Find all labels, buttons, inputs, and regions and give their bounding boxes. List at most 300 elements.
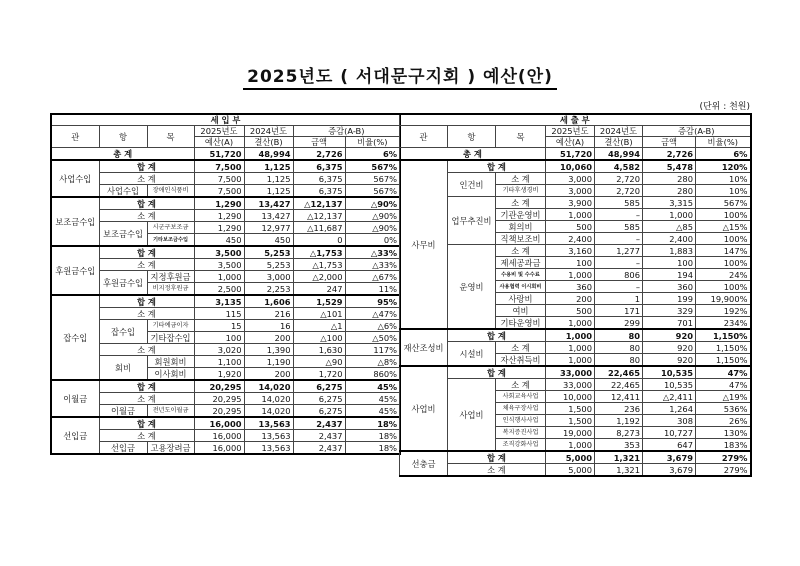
- table-cell: 80: [595, 342, 643, 354]
- table-cell: 247: [293, 283, 345, 296]
- table-cell: 194: [643, 269, 696, 281]
- table-cell: 합 계: [99, 246, 194, 259]
- table-cell: 2,400: [643, 233, 696, 245]
- table-cell: 1,000: [643, 209, 696, 221]
- table-cell: 360: [643, 281, 696, 293]
- table-cell: 10,535: [643, 379, 696, 391]
- table-cell: 사업수입: [51, 160, 99, 197]
- table-cell: 선입금: [51, 417, 99, 454]
- table-cell: △1: [293, 320, 345, 332]
- table-cell: 항: [99, 126, 147, 148]
- table-cell: 장애인식품비: [147, 185, 194, 198]
- table-cell: 117%: [345, 344, 400, 356]
- table-cell: 14,020: [244, 405, 293, 418]
- table-cell: △67%: [345, 271, 400, 283]
- table-cell: 13,563: [244, 442, 293, 455]
- table-cell: 536%: [696, 403, 751, 415]
- table-cell: 1,720: [293, 368, 345, 381]
- table-cell: 22,465: [595, 379, 643, 391]
- table-cell: 279%: [696, 464, 751, 477]
- table-cell: 2,720: [595, 185, 643, 197]
- table-cell: 여비: [496, 305, 546, 317]
- table-cell: 소 계: [99, 344, 194, 356]
- table-cell: 회원회비: [147, 356, 194, 368]
- table-cell: 소 계: [99, 259, 194, 271]
- table-cell: 2,437: [293, 430, 345, 442]
- table-cell: 항: [448, 126, 496, 148]
- table-cell: 45%: [345, 405, 400, 418]
- table-cell: 26%: [696, 415, 751, 427]
- table-cell: 920: [643, 329, 696, 342]
- table-cell: 운영비: [448, 245, 496, 330]
- table-cell: 6,375: [293, 185, 345, 198]
- table-cell: 4,582: [595, 160, 643, 173]
- table-cell: 0%: [345, 234, 400, 247]
- table-cell: 5,253: [244, 246, 293, 259]
- table-cell: 199: [643, 293, 696, 305]
- table-cell: 3,679: [643, 451, 696, 464]
- table-cell: 701: [643, 317, 696, 330]
- table-cell: 사용협력 이시회비: [496, 281, 546, 293]
- table-cell: 13,427: [244, 210, 293, 222]
- table-cell: 920: [643, 342, 696, 354]
- table-cell: 1,500: [546, 403, 595, 415]
- table-cell: 소 계: [496, 342, 546, 354]
- table-cell: 기타잡수입: [147, 332, 194, 344]
- table-cell: △90: [293, 356, 345, 368]
- table-cell: 100%: [696, 233, 751, 245]
- table-cell: 860%: [345, 368, 400, 381]
- table-cell: 3,000: [546, 185, 595, 197]
- table-cell: 11%: [345, 283, 400, 296]
- table-cell: 0: [293, 234, 345, 247]
- table-cell: –: [595, 233, 643, 245]
- table-cell: 소 계: [99, 393, 194, 405]
- table-cell: 20,295: [194, 380, 244, 393]
- table-cell: 1,150%: [696, 354, 751, 367]
- table-cell: 소 계: [99, 430, 194, 442]
- table-cell: 사업비: [400, 366, 448, 451]
- table-cell: △2,000: [293, 271, 345, 283]
- table-cell: 6,275: [293, 405, 345, 418]
- table-cell: 1,277: [595, 245, 643, 257]
- table-cell: △8%: [345, 356, 400, 368]
- table-cell: 10%: [696, 185, 751, 197]
- table-cell: 80: [595, 329, 643, 342]
- table-cell: △2,411: [643, 391, 696, 403]
- table-cell: 기타운영비: [496, 317, 546, 330]
- table-cell: 10,000: [546, 391, 595, 403]
- table-cell: 고용장려금: [147, 442, 194, 455]
- table-cell: 후원금수입: [51, 246, 99, 295]
- table-cell: 5,000: [546, 451, 595, 464]
- table-cell: 1,321: [595, 464, 643, 477]
- table-cell: 2,437: [293, 417, 345, 430]
- income-table: [50, 113, 401, 455]
- table-cell: 33,000: [546, 366, 595, 379]
- table-cell: 자산취득비: [496, 354, 546, 367]
- table-cell: 500: [546, 305, 595, 317]
- unit-label: (단위 : 천원): [699, 102, 750, 112]
- table-cell: 시설비: [448, 342, 496, 367]
- table-cell: 1,290: [194, 210, 244, 222]
- table-cell: 소 계: [496, 245, 546, 257]
- table-cell: 1,000: [546, 439, 595, 452]
- table-cell: 사랑비: [496, 293, 546, 305]
- table-cell: 1,150%: [696, 342, 751, 354]
- table-cell: 6,275: [293, 393, 345, 405]
- table-cell: 합 계: [99, 295, 194, 308]
- table-cell: △85: [643, 221, 696, 233]
- table-cell: 금액: [293, 137, 345, 148]
- table-cell: 10,060: [546, 160, 595, 173]
- table-cell: 잡수입: [99, 320, 147, 344]
- table-cell: 이사회비: [147, 368, 194, 381]
- table-cell: 직책보조비: [496, 233, 546, 245]
- table-cell: △6%: [345, 320, 400, 332]
- table-cell: 12,411: [595, 391, 643, 403]
- table-cell: 1,000: [546, 209, 595, 221]
- table-cell: 합 계: [448, 329, 546, 342]
- table-cell: 선입금: [99, 442, 147, 455]
- table-cell: 관: [51, 126, 99, 148]
- table-cell: 567%: [345, 173, 400, 185]
- table-cell: 51,720: [194, 148, 244, 161]
- table-cell: △100: [293, 332, 345, 344]
- table-cell: 기타보조금수입: [147, 234, 194, 247]
- table-cell: 1,290: [194, 222, 244, 234]
- table-cell: 7,500: [194, 173, 244, 185]
- table-cell: △101: [293, 308, 345, 320]
- table-cell: 결산(B): [244, 137, 293, 148]
- table-cell: 목: [496, 126, 546, 148]
- table-cell: 200: [244, 332, 293, 344]
- table-cell: △19%: [696, 391, 751, 403]
- table-cell: 관: [400, 126, 448, 148]
- table-cell: 100%: [696, 281, 751, 293]
- table-cell: 1,192: [595, 415, 643, 427]
- table-cell: △11,687: [293, 222, 345, 234]
- table-cell: 13,563: [244, 417, 293, 430]
- table-cell: 6%: [696, 148, 751, 161]
- table-cell: 1,321: [595, 451, 643, 464]
- table-cell: 합 계: [448, 366, 546, 379]
- table-cell: 조직강화사업: [496, 439, 546, 452]
- table-cell: 299: [595, 317, 643, 330]
- table-cell: 280: [643, 185, 696, 197]
- table-cell: –: [595, 209, 643, 221]
- table-cell: 금액: [643, 137, 696, 148]
- table-cell: 시군구보조금: [147, 222, 194, 234]
- table-cell: 2025년도: [546, 126, 595, 137]
- table-cell: 목: [147, 126, 194, 148]
- table-cell: 329: [643, 305, 696, 317]
- table-cell: 기관운영비: [496, 209, 546, 221]
- table-cell: 합 계: [448, 160, 546, 173]
- table-cell: 95%: [345, 295, 400, 308]
- table-cell: 예산(A): [194, 137, 244, 148]
- table-cell: 3,000: [244, 271, 293, 283]
- table-cell: 총 계: [400, 148, 546, 161]
- table-cell: 80: [595, 354, 643, 367]
- table-cell: 130%: [696, 427, 751, 439]
- table-cell: 12,977: [244, 222, 293, 234]
- table-cell: –: [595, 257, 643, 269]
- table-cell: 1,125: [244, 173, 293, 185]
- table-cell: 3,679: [643, 464, 696, 477]
- table-cell: 14,020: [244, 380, 293, 393]
- table-cell: 45%: [345, 393, 400, 405]
- table-cell: 234%: [696, 317, 751, 330]
- table-cell: 1,290: [194, 197, 244, 210]
- table-cell: 합 계: [448, 451, 546, 464]
- table-cell: 2,400: [546, 233, 595, 245]
- table-cell: 비율(%): [345, 137, 400, 148]
- table-cell: 45%: [345, 380, 400, 393]
- table-cell: 22,465: [595, 366, 643, 379]
- table-cell: 3,000: [546, 173, 595, 185]
- table-cell: 증감(A-B): [643, 126, 751, 137]
- table-cell: 합 계: [99, 197, 194, 210]
- table-cell: △90%: [345, 222, 400, 234]
- table-cell: △90%: [345, 197, 400, 210]
- table-cell: –: [595, 281, 643, 293]
- table-cell: 합 계: [99, 380, 194, 393]
- table-cell: 2,437: [293, 442, 345, 455]
- table-cell: 48,994: [595, 148, 643, 161]
- table-cell: 증감(A-B): [293, 126, 400, 137]
- table-cell: 280: [643, 173, 696, 185]
- table-cell: 보조금수입: [51, 197, 99, 246]
- table-cell: 16: [244, 320, 293, 332]
- expense-section-title: 세 출 부: [400, 114, 751, 126]
- table-cell: 1,529: [293, 295, 345, 308]
- table-cell: 1,264: [643, 403, 696, 415]
- table-cell: 6,375: [293, 160, 345, 173]
- table-cell: 567%: [696, 197, 751, 209]
- table-cell: 수용비 및 수수료: [496, 269, 546, 281]
- table-cell: 사업비: [448, 379, 496, 452]
- table-cell: 6,375: [293, 173, 345, 185]
- table-cell: 소 계: [496, 173, 546, 185]
- table-cell: △90%: [345, 210, 400, 222]
- table-cell: 사업수입: [99, 185, 147, 198]
- table-cell: 920: [643, 354, 696, 367]
- table-cell: 6,275: [293, 380, 345, 393]
- table-cell: △1,753: [293, 246, 345, 259]
- table-cell: 360: [546, 281, 595, 293]
- table-cell: 10,535: [643, 366, 696, 379]
- table-cell: 7,500: [194, 185, 244, 198]
- table-cell: 2025년도: [194, 126, 244, 137]
- table-cell: 19,000: [546, 427, 595, 439]
- table-cell: 2024년도: [244, 126, 293, 137]
- table-cell: 1: [595, 293, 643, 305]
- table-cell: 100: [546, 257, 595, 269]
- table-cell: 3,020: [194, 344, 244, 356]
- table-cell: 합 계: [99, 160, 194, 173]
- table-cell: 20,295: [194, 393, 244, 405]
- table-cell: 소 계: [99, 173, 194, 185]
- table-cell: △33%: [345, 259, 400, 271]
- table-cell: 18%: [345, 417, 400, 430]
- table-cell: 체육구장사업: [496, 403, 546, 415]
- table-cell: 회의비: [496, 221, 546, 233]
- table-cell: 소 계: [448, 464, 546, 477]
- table-cell: 100%: [696, 209, 751, 221]
- table-cell: △12,137: [293, 210, 345, 222]
- table-cell: 16,000: [194, 430, 244, 442]
- table-cell: 기타예금이자: [147, 320, 194, 332]
- table-cell: 10,727: [643, 427, 696, 439]
- table-cell: △47%: [345, 308, 400, 320]
- table-cell: 192%: [696, 305, 751, 317]
- table-cell: 회비: [99, 356, 147, 381]
- table-cell: 236: [595, 403, 643, 415]
- table-cell: 사무비: [400, 160, 448, 329]
- table-cell: 567%: [345, 160, 400, 173]
- table-cell: 20,295: [194, 405, 244, 418]
- table-cell: 47%: [696, 379, 751, 391]
- table-cell: 120%: [696, 160, 751, 173]
- table-cell: 1,000: [546, 342, 595, 354]
- table-cell: 3,500: [194, 246, 244, 259]
- table-cell: 585: [595, 221, 643, 233]
- income-section-title: 세 입 부: [51, 114, 400, 126]
- table-cell: 279%: [696, 451, 751, 464]
- table-cell: 복지증진사업: [496, 427, 546, 439]
- table-cell: 비지정후원금: [147, 283, 194, 296]
- table-cell: 선충금: [400, 451, 448, 476]
- table-cell: 115: [194, 308, 244, 320]
- table-cell: △1,753: [293, 259, 345, 271]
- table-cell: 24%: [696, 269, 751, 281]
- table-cell: 567%: [345, 185, 400, 198]
- table-cell: 잡수입: [51, 295, 99, 380]
- table-cell: 806: [595, 269, 643, 281]
- table-cell: 1,000: [546, 269, 595, 281]
- table-cell: 200: [546, 293, 595, 305]
- table-cell: △12,137: [293, 197, 345, 210]
- table-cell: 전년도이월금: [147, 405, 194, 418]
- table-cell: 585: [595, 197, 643, 209]
- table-cell: 200: [244, 368, 293, 381]
- table-cell: 2,726: [293, 148, 345, 161]
- table-cell: 171: [595, 305, 643, 317]
- table-cell: 2,720: [595, 173, 643, 185]
- table-cell: △50%: [345, 332, 400, 344]
- total-label: 총 계: [51, 148, 194, 161]
- table-cell: 51,720: [546, 148, 595, 161]
- table-cell: 이월금: [51, 380, 99, 417]
- table-cell: 기타후생경비: [496, 185, 546, 197]
- table-cell: 3,315: [643, 197, 696, 209]
- table-cell: 3,135: [194, 295, 244, 308]
- table-cell: 1,500: [546, 415, 595, 427]
- table-cell: 1,125: [244, 185, 293, 198]
- table-cell: 1,000: [194, 271, 244, 283]
- table-cell: 147%: [696, 245, 751, 257]
- table-cell: 5,478: [643, 160, 696, 173]
- table-cell: 1,125: [244, 160, 293, 173]
- table-cell: 308: [643, 415, 696, 427]
- table-cell: 8,273: [595, 427, 643, 439]
- table-cell: 500: [546, 221, 595, 233]
- table-cell: 보조금수입: [99, 222, 147, 247]
- table-cell: △15%: [696, 221, 751, 233]
- table-cell: 19,900%: [696, 293, 751, 305]
- table-cell: 48,994: [244, 148, 293, 161]
- page-title: 2025년도 ( 서대문구지회 ) 예산(안): [0, 62, 800, 87]
- table-cell: 3,900: [546, 197, 595, 209]
- table-cell: 소 계: [99, 308, 194, 320]
- table-cell: 1,606: [244, 295, 293, 308]
- table-cell: 인건비: [448, 173, 496, 197]
- table-cell: 예산(A): [546, 137, 595, 148]
- table-cell: 10%: [696, 173, 751, 185]
- table-cell: 18%: [345, 430, 400, 442]
- table-cell: 100%: [696, 257, 751, 269]
- table-cell: 2,253: [244, 283, 293, 296]
- table-cell: 13,427: [244, 197, 293, 210]
- table-cell: 1,000: [546, 317, 595, 330]
- table-cell: 2024년도: [595, 126, 643, 137]
- table-cell: 제세공과금: [496, 257, 546, 269]
- table-cell: 지정후원금: [147, 271, 194, 283]
- table-cell: 3,160: [546, 245, 595, 257]
- table-cell: 18%: [345, 442, 400, 455]
- table-cell: 1,190: [244, 356, 293, 368]
- table-cell: 재산조성비: [400, 329, 448, 366]
- table-cell: 소 계: [99, 210, 194, 222]
- table-cell: 이월금: [99, 405, 147, 418]
- table-cell: 5,253: [244, 259, 293, 271]
- table-cell: 사회교육사업: [496, 391, 546, 403]
- table-cell: 2,500: [194, 283, 244, 296]
- table-cell: 33,000: [546, 379, 595, 391]
- table-cell: 1,630: [293, 344, 345, 356]
- table-cell: 5,000: [546, 464, 595, 477]
- table-cell: 450: [244, 234, 293, 247]
- table-cell: 1,883: [643, 245, 696, 257]
- table-cell: 1,390: [244, 344, 293, 356]
- table-cell: 업무추진비: [448, 197, 496, 245]
- table-cell: 소 계: [496, 197, 546, 209]
- table-cell: △33%: [345, 246, 400, 259]
- table-cell: 1,150%: [696, 329, 751, 342]
- table-cell: 인식행사사업: [496, 415, 546, 427]
- table-cell: 2,726: [643, 148, 696, 161]
- table-cell: 15: [194, 320, 244, 332]
- table-cell: 합 계: [99, 417, 194, 430]
- table-cell: 450: [194, 234, 244, 247]
- expense-table: [399, 113, 752, 477]
- table-cell: 1,100: [194, 356, 244, 368]
- table-cell: 14,020: [244, 393, 293, 405]
- table-cell: 1,000: [546, 354, 595, 367]
- table-cell: 소 계: [496, 379, 546, 391]
- table-cell: 1,000: [546, 329, 595, 342]
- table-cell: 13,563: [244, 430, 293, 442]
- table-cell: 183%: [696, 439, 751, 452]
- table-cell: 647: [643, 439, 696, 452]
- table-cell: 결산(B): [595, 137, 643, 148]
- table-cell: 16,000: [194, 442, 244, 455]
- table-cell: 6%: [345, 148, 400, 161]
- table-cell: 16,000: [194, 417, 244, 430]
- table-cell: 100: [643, 257, 696, 269]
- table-cell: 100: [194, 332, 244, 344]
